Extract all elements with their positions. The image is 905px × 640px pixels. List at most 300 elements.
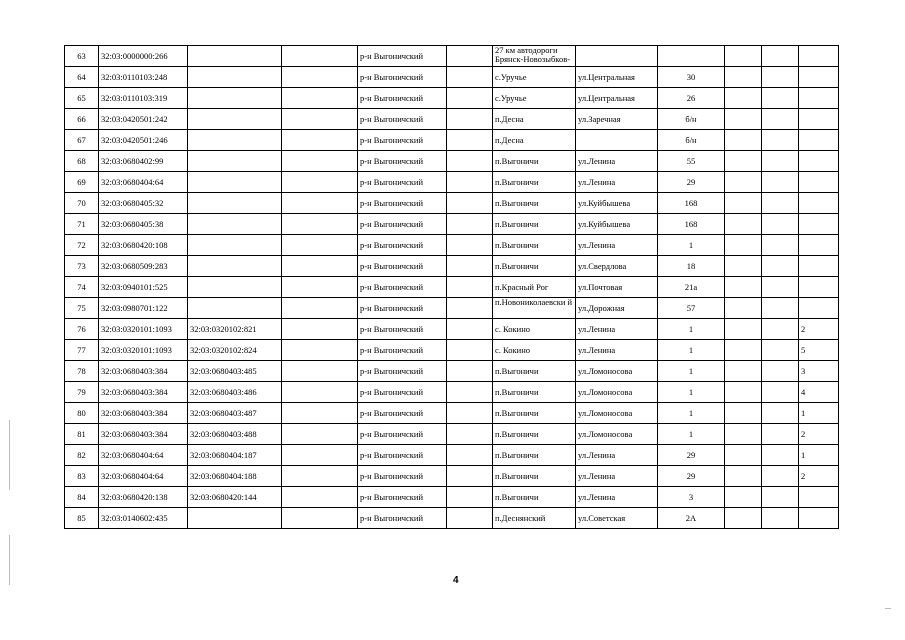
cell-n: 68 xyxy=(65,151,99,172)
table-row xyxy=(65,67,839,88)
cell-c8: 1 xyxy=(658,424,725,445)
cell-c5 xyxy=(447,487,493,508)
cell-c1: 32:03:0680405:32 xyxy=(99,193,188,214)
cell-n: 76 xyxy=(65,319,99,340)
cell-c9 xyxy=(725,466,762,487)
cell-c9 xyxy=(725,445,762,466)
cell-c7: ул.Центральная xyxy=(576,67,658,88)
cell-c10 xyxy=(762,340,799,361)
cell-n: 65 xyxy=(65,88,99,109)
cell-c3 xyxy=(282,256,358,277)
cell-n: 70 xyxy=(65,193,99,214)
cell-c5 xyxy=(447,109,493,130)
cell-c1: 32:03:0940101:525 xyxy=(99,277,188,298)
cell-c5 xyxy=(447,403,493,424)
cell-c8: 1 xyxy=(658,340,725,361)
cell-c11: 3 xyxy=(799,361,839,382)
cell-c1: 32:03:0680420:138 xyxy=(99,487,188,508)
cell-c5 xyxy=(447,382,493,403)
cell-n: 79 xyxy=(65,382,99,403)
cell-c9 xyxy=(725,256,762,277)
cell-c5 xyxy=(447,340,493,361)
cell-c6: п.Выгоничи xyxy=(493,403,576,424)
cell-c10 xyxy=(762,298,799,319)
cell-c2: 32:03:0320102:821 xyxy=(188,319,282,340)
cell-c7: ул.Ленина xyxy=(576,487,658,508)
cell-c1: 32:03:0680402:99 xyxy=(99,151,188,172)
cell-c11: 1 xyxy=(799,445,839,466)
cell-n: 67 xyxy=(65,130,99,151)
cell-c7: ул.Заречная xyxy=(576,109,658,130)
cell-c3 xyxy=(282,466,358,487)
cell-c8: б/н xyxy=(658,109,725,130)
cell-c7: ул.Ленина xyxy=(576,319,658,340)
cell-c1: 32:03:0110103:248 xyxy=(99,67,188,88)
cell-c7: ул.Ленина xyxy=(576,172,658,193)
cell-c8: 57 xyxy=(658,298,725,319)
cell-c7: ул.Ломоносова xyxy=(576,382,658,403)
cell-c10 xyxy=(762,382,799,403)
cell-c11 xyxy=(799,298,839,319)
cell-c6: п.Выгоничи xyxy=(493,466,576,487)
cell-c11 xyxy=(799,214,839,235)
cell-c4: р-н Выгоничский xyxy=(358,361,447,382)
cell-c6: с. Кокино xyxy=(493,340,576,361)
cell-n: 73 xyxy=(65,256,99,277)
cell-c11 xyxy=(799,487,839,508)
table-row xyxy=(65,277,839,298)
cell-c1: 32:03:0680404:64 xyxy=(99,445,188,466)
table-row xyxy=(65,319,839,340)
cell-c11 xyxy=(799,151,839,172)
table-row xyxy=(65,403,839,424)
cell-c8: 29 xyxy=(658,466,725,487)
cell-c1: 32:03:0680403:384 xyxy=(99,382,188,403)
cell-c8: б/н xyxy=(658,130,725,151)
cell-n: 71 xyxy=(65,214,99,235)
cell-c7: ул.Ленина xyxy=(576,466,658,487)
cell-c8: 1 xyxy=(658,382,725,403)
table-row xyxy=(65,466,839,487)
cell-c10 xyxy=(762,67,799,88)
cell-c9 xyxy=(725,193,762,214)
table-row xyxy=(65,424,839,445)
cell-c10 xyxy=(762,277,799,298)
cell-n: 75 xyxy=(65,298,99,319)
cell-c8: 3 xyxy=(658,487,725,508)
cell-c10 xyxy=(762,109,799,130)
cell-c3 xyxy=(282,235,358,256)
cell-c3 xyxy=(282,319,358,340)
cell-c8: 29 xyxy=(658,445,725,466)
cell-c3 xyxy=(282,277,358,298)
cell-n: 72 xyxy=(65,235,99,256)
cell-c2: 32:03:0680403:487 xyxy=(188,403,282,424)
cell-c2 xyxy=(188,277,282,298)
cell-c10 xyxy=(762,46,799,67)
cell-c2 xyxy=(188,109,282,130)
cell-c4: р-н Выгоничский xyxy=(358,277,447,298)
cell-c8: 30 xyxy=(658,67,725,88)
cell-c2 xyxy=(188,256,282,277)
cell-c2: 32:03:0680403:488 xyxy=(188,424,282,445)
cell-n: 80 xyxy=(65,403,99,424)
table-row xyxy=(65,256,839,277)
cell-c3 xyxy=(282,88,358,109)
cell-c5 xyxy=(447,214,493,235)
cell-c2: 32:03:0680403:486 xyxy=(188,382,282,403)
cell-c9 xyxy=(725,130,762,151)
cell-c9 xyxy=(725,88,762,109)
cell-c3 xyxy=(282,109,358,130)
cell-c10 xyxy=(762,466,799,487)
cell-c5 xyxy=(447,67,493,88)
cell-c8: 1 xyxy=(658,319,725,340)
cell-c6: п.Выгоничи xyxy=(493,172,576,193)
cell-c11: 2 xyxy=(799,319,839,340)
cell-c11 xyxy=(799,508,839,529)
cell-c3 xyxy=(282,487,358,508)
cell-c1: 32:03:0140602:435 xyxy=(99,508,188,529)
cell-c7: ул.Ленина xyxy=(576,340,658,361)
cell-c4: р-н Выгоничский xyxy=(358,508,447,529)
cell-c1: 32:03:0980701:122 xyxy=(99,298,188,319)
cell-c5 xyxy=(447,193,493,214)
cell-c2 xyxy=(188,298,282,319)
cell-c11: 2 xyxy=(799,466,839,487)
cell-c8: 168 xyxy=(658,193,725,214)
scan-margin-mark xyxy=(9,535,10,585)
cell-c4: р-н Выгоничский xyxy=(358,172,447,193)
cell-c4: р-н Выгоничский xyxy=(358,466,447,487)
cell-c10 xyxy=(762,214,799,235)
cell-c11 xyxy=(799,235,839,256)
cell-c6: п.Выгоничи xyxy=(493,382,576,403)
cell-c1: 32:03:0680420:108 xyxy=(99,235,188,256)
cell-c6: п.Десна xyxy=(493,109,576,130)
cell-c2 xyxy=(188,88,282,109)
cell-n: 85 xyxy=(65,508,99,529)
cell-c11 xyxy=(799,88,839,109)
table-row xyxy=(65,214,839,235)
register-table xyxy=(64,45,839,529)
cell-c4: р-н Выгоничский xyxy=(358,403,447,424)
cell-c3 xyxy=(282,214,358,235)
cell-c7: ул.Ленина xyxy=(576,151,658,172)
cell-c9 xyxy=(725,424,762,445)
cell-c6: п.Выгоничи xyxy=(493,256,576,277)
cell-c6: с. Кокино xyxy=(493,319,576,340)
cell-c2 xyxy=(188,508,282,529)
cell-c11: 2 xyxy=(799,424,839,445)
cell-c2: 32:03:0680404:188 xyxy=(188,466,282,487)
table-row xyxy=(65,109,839,130)
cell-c6: п.Выгоничи xyxy=(493,361,576,382)
cell-c4: р-н Выгоничский xyxy=(358,298,447,319)
cell-c2 xyxy=(188,130,282,151)
cell-c3 xyxy=(282,151,358,172)
cell-n: 63 xyxy=(65,46,99,67)
cell-c4: р-н Выгоничский xyxy=(358,319,447,340)
cell-c6: с.Уручье xyxy=(493,88,576,109)
cell-c7: ул.Почтовая xyxy=(576,277,658,298)
cell-c5 xyxy=(447,508,493,529)
cell-c1: 32:03:0680404:64 xyxy=(99,172,188,193)
cell-c7: ул.Куйбышева xyxy=(576,214,658,235)
cell-c4: р-н Выгоничский xyxy=(358,130,447,151)
cell-c6: п.Новониколаевски й xyxy=(493,298,576,319)
cell-c2: 32:03:0680404:187 xyxy=(188,445,282,466)
cell-c9 xyxy=(725,109,762,130)
cell-c9 xyxy=(725,46,762,67)
cell-c5 xyxy=(447,466,493,487)
cell-c1: 32:03:0320101:1093 xyxy=(99,319,188,340)
cell-c11 xyxy=(799,67,839,88)
cell-c8: 1 xyxy=(658,361,725,382)
cell-c10 xyxy=(762,487,799,508)
cell-c3 xyxy=(282,172,358,193)
cell-c1: 32:03:0680404:64 xyxy=(99,466,188,487)
cell-c3 xyxy=(282,508,358,529)
cell-c10 xyxy=(762,172,799,193)
cell-c9 xyxy=(725,403,762,424)
cell-c5 xyxy=(447,151,493,172)
cell-c6: п.Красный Рог xyxy=(493,277,576,298)
cell-c5 xyxy=(447,424,493,445)
cell-c2 xyxy=(188,151,282,172)
page-number: 4 xyxy=(453,575,459,586)
cell-c2: 32:03:0680403:485 xyxy=(188,361,282,382)
cell-c6: п.Десна xyxy=(493,130,576,151)
cell-c10 xyxy=(762,130,799,151)
cell-c3 xyxy=(282,382,358,403)
table-row xyxy=(65,235,839,256)
cell-n: 69 xyxy=(65,172,99,193)
register-table-body xyxy=(65,46,839,529)
cell-c1: 32:03:0000000:266 xyxy=(99,46,188,67)
table-row xyxy=(65,193,839,214)
scan-margin-mark xyxy=(885,608,891,609)
cell-c6: 27 км автодороги Брянск-Новозыбков- xyxy=(493,46,576,67)
table-row xyxy=(65,340,839,361)
cell-c3 xyxy=(282,424,358,445)
cell-c1: 32:03:0420501:242 xyxy=(99,109,188,130)
cell-c3 xyxy=(282,403,358,424)
cell-c6: п.Выгоничи xyxy=(493,235,576,256)
cell-c2 xyxy=(188,172,282,193)
cell-c4: р-н Выгоничский xyxy=(358,256,447,277)
cell-c7: ул.Ломоносова xyxy=(576,424,658,445)
cell-c1: 32:03:0110103:319 xyxy=(99,88,188,109)
cell-c5 xyxy=(447,46,493,67)
cell-c6: п.Выгоничи xyxy=(493,214,576,235)
cell-c5 xyxy=(447,130,493,151)
cell-c11: 5 xyxy=(799,340,839,361)
cell-c9 xyxy=(725,319,762,340)
cell-c11 xyxy=(799,277,839,298)
cell-c7: ул.Ленина xyxy=(576,235,658,256)
cell-c7: ул.Свердлова xyxy=(576,256,658,277)
cell-c10 xyxy=(762,445,799,466)
cell-c9 xyxy=(725,67,762,88)
cell-c5 xyxy=(447,235,493,256)
cell-c7 xyxy=(576,46,658,67)
table-row xyxy=(65,46,839,67)
cell-c6: с.Уручье xyxy=(493,67,576,88)
table-row xyxy=(65,172,839,193)
cell-c6: п.Выгоничи xyxy=(493,487,576,508)
cell-c4: р-н Выгоничский xyxy=(358,109,447,130)
cell-c11 xyxy=(799,109,839,130)
cell-c4: р-н Выгоничский xyxy=(358,445,447,466)
cell-c9 xyxy=(725,172,762,193)
cell-c1: 32:03:0680509:283 xyxy=(99,256,188,277)
cell-c6: п.Выгоничи xyxy=(493,445,576,466)
cell-c8: 26 xyxy=(658,88,725,109)
cell-c9 xyxy=(725,214,762,235)
cell-c2 xyxy=(188,193,282,214)
cell-c9 xyxy=(725,235,762,256)
cell-c6: п.Выгоничи xyxy=(493,151,576,172)
cell-c3 xyxy=(282,193,358,214)
cell-c9 xyxy=(725,151,762,172)
cell-n: 77 xyxy=(65,340,99,361)
cell-c9 xyxy=(725,487,762,508)
cell-c8: 1 xyxy=(658,235,725,256)
cell-c3 xyxy=(282,361,358,382)
cell-c10 xyxy=(762,403,799,424)
cell-c4: р-н Выгоничский xyxy=(358,88,447,109)
cell-c5 xyxy=(447,361,493,382)
cell-c5 xyxy=(447,172,493,193)
cell-c2 xyxy=(188,46,282,67)
cell-c9 xyxy=(725,340,762,361)
cell-c11 xyxy=(799,193,839,214)
cell-n: 66 xyxy=(65,109,99,130)
cell-c7: ул.Ломоносова xyxy=(576,403,658,424)
cell-c1: 32:03:0680403:384 xyxy=(99,424,188,445)
cell-c9 xyxy=(725,508,762,529)
cell-c7: ул.Дорожная xyxy=(576,298,658,319)
cell-c11: 1 xyxy=(799,403,839,424)
cell-c10 xyxy=(762,424,799,445)
cell-c10 xyxy=(762,319,799,340)
cell-c7: ул.Ломоносова xyxy=(576,361,658,382)
cell-c5 xyxy=(447,277,493,298)
cell-c4: р-н Выгоничский xyxy=(358,67,447,88)
table-row xyxy=(65,151,839,172)
cell-c9 xyxy=(725,361,762,382)
cell-c11: 4 xyxy=(799,382,839,403)
cell-n: 74 xyxy=(65,277,99,298)
cell-c9 xyxy=(725,382,762,403)
cell-c1: 32:03:0320101:1093 xyxy=(99,340,188,361)
cell-c5 xyxy=(447,88,493,109)
cell-c7 xyxy=(576,130,658,151)
cell-n: 84 xyxy=(65,487,99,508)
cell-c4: р-н Выгоничский xyxy=(358,214,447,235)
cell-c2: 32:03:0320102:824 xyxy=(188,340,282,361)
cell-n: 64 xyxy=(65,67,99,88)
cell-c4: р-н Выгоничский xyxy=(358,151,447,172)
cell-c4: р-н Выгоничский xyxy=(358,382,447,403)
table-row xyxy=(65,508,839,529)
cell-c10 xyxy=(762,235,799,256)
cell-c1: 32:03:0420501:246 xyxy=(99,130,188,151)
cell-c8: 2А xyxy=(658,508,725,529)
cell-n: 81 xyxy=(65,424,99,445)
cell-c10 xyxy=(762,193,799,214)
cell-c4: р-н Выгоничский xyxy=(358,46,447,67)
cell-c11 xyxy=(799,46,839,67)
cell-c10 xyxy=(762,256,799,277)
cell-c5 xyxy=(447,298,493,319)
cell-c8: 55 xyxy=(658,151,725,172)
cell-c11 xyxy=(799,130,839,151)
cell-c10 xyxy=(762,151,799,172)
cell-c8: 29 xyxy=(658,172,725,193)
cell-c6: п.Деснянский xyxy=(493,508,576,529)
cell-c2 xyxy=(188,235,282,256)
cell-c5 xyxy=(447,256,493,277)
cell-c8: 1 xyxy=(658,403,725,424)
cell-c11 xyxy=(799,172,839,193)
cell-c6: п.Выгоничи xyxy=(493,193,576,214)
cell-n: 78 xyxy=(65,361,99,382)
cell-n: 82 xyxy=(65,445,99,466)
cell-c2 xyxy=(188,67,282,88)
cell-c4: р-н Выгоничский xyxy=(358,424,447,445)
cell-c8 xyxy=(658,46,725,67)
cell-c8: 18 xyxy=(658,256,725,277)
cell-c7: ул.Центральная xyxy=(576,88,658,109)
cell-c10 xyxy=(762,508,799,529)
cell-c1: 32:03:0680405:38 xyxy=(99,214,188,235)
cell-c7: ул.Ленина xyxy=(576,445,658,466)
cell-c10 xyxy=(762,361,799,382)
cell-c11 xyxy=(799,256,839,277)
cell-c4: р-н Выгоничский xyxy=(358,193,447,214)
cell-c4: р-н Выгоничский xyxy=(358,235,447,256)
cell-c3 xyxy=(282,67,358,88)
cell-c8: 21а xyxy=(658,277,725,298)
cell-c8: 168 xyxy=(658,214,725,235)
cell-c9 xyxy=(725,298,762,319)
cell-c4: р-н Выгоничский xyxy=(358,487,447,508)
cell-c9 xyxy=(725,277,762,298)
table-row xyxy=(65,88,839,109)
table-row xyxy=(65,361,839,382)
cell-c2 xyxy=(188,214,282,235)
cell-c6: п.Выгоничи xyxy=(493,424,576,445)
cell-c3 xyxy=(282,46,358,67)
cell-c1: 32:03:0680403:384 xyxy=(99,403,188,424)
cell-c3 xyxy=(282,445,358,466)
cell-c3 xyxy=(282,130,358,151)
cell-c7: ул.Куйбышева xyxy=(576,193,658,214)
cell-c5 xyxy=(447,319,493,340)
cell-c3 xyxy=(282,340,358,361)
cell-c1: 32:03:0680403:384 xyxy=(99,361,188,382)
table-row xyxy=(65,298,839,319)
table-row xyxy=(65,445,839,466)
table-row xyxy=(65,130,839,151)
cell-c10 xyxy=(762,88,799,109)
cell-c7: ул.Советская xyxy=(576,508,658,529)
cell-c2: 32:03:0680420:144 xyxy=(188,487,282,508)
scan-margin-mark xyxy=(9,420,10,490)
table-row xyxy=(65,382,839,403)
